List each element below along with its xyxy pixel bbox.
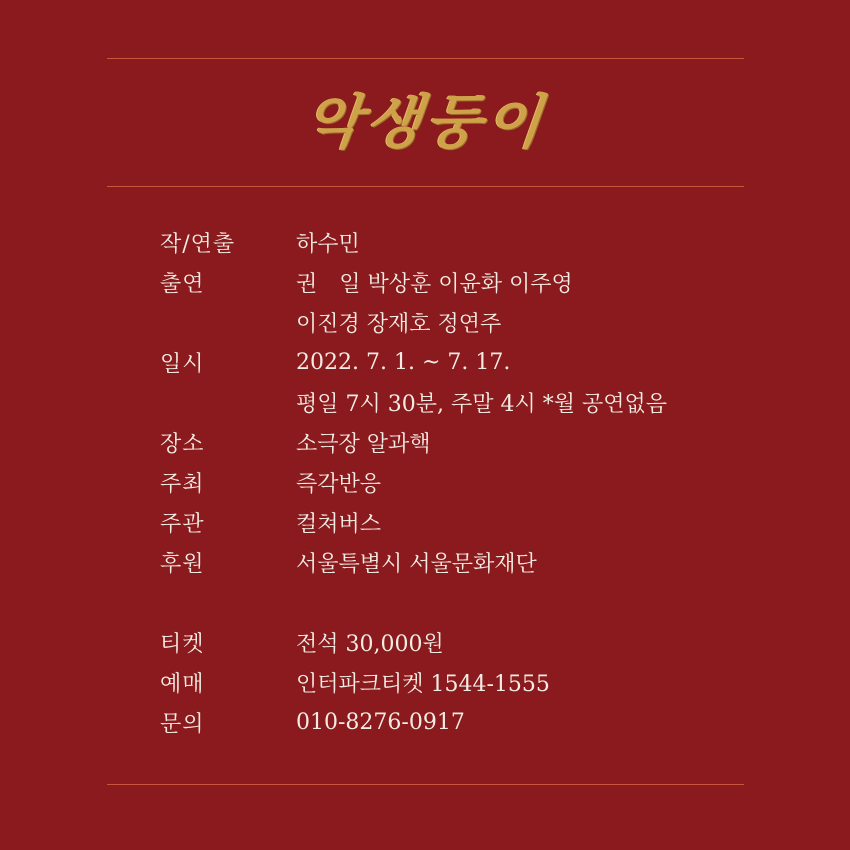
info-value: 소극장 알과핵 [296,431,431,457]
top-divider [107,58,744,59]
info-label: 티켓 [160,631,205,657]
info-label: 문의 [160,711,205,737]
info-value: 컬쳐버스 [296,511,382,537]
info-row-cast-cont [160,302,760,342]
info-label: 작/연출 [160,231,236,257]
info-value: 010-8276-0917 [296,709,465,735]
info-row-contact [160,702,760,742]
info-row-booking [160,662,760,702]
info-label: 주최 [160,471,205,497]
title-divider [107,186,744,187]
info-row-ticket [160,622,760,662]
info-label: 주관 [160,511,205,537]
info-label: 일시 [160,351,205,377]
bottom-divider [107,784,744,785]
info-row-sponsor [160,542,760,582]
info-label: 출연 [160,271,205,297]
info-value: 즉각반응 [296,471,382,497]
info-row-host [160,462,760,502]
info-row-time [160,382,760,422]
info-value: 서울특별시 서울문화재단 [296,551,537,577]
info-list [160,222,760,742]
info-label: 장소 [160,431,205,457]
info-label: 예매 [160,671,205,697]
info-value: 전석 30,000원 [296,631,444,657]
info-value: 권 일 박상훈 이윤화 이주영 [296,271,573,297]
info-row-organizer [160,502,760,542]
info-row-venue [160,422,760,462]
info-row-cast [160,262,760,302]
info-value: 인터파크티켓 1544-1555 [296,671,550,697]
info-row-director [160,222,760,262]
show-title: 악생둥이 [301,88,550,156]
info-value: 하수민 [296,231,360,257]
info-value: 평일 7시 30분, 주말 4시 *월 공연없음 [296,391,667,417]
info-value: 2022. 7. 1. ~ 7. 17. [296,349,511,375]
info-label: 후원 [160,551,205,577]
info-value: 이진경 장재호 정연주 [296,311,502,337]
info-row-date [160,342,760,382]
